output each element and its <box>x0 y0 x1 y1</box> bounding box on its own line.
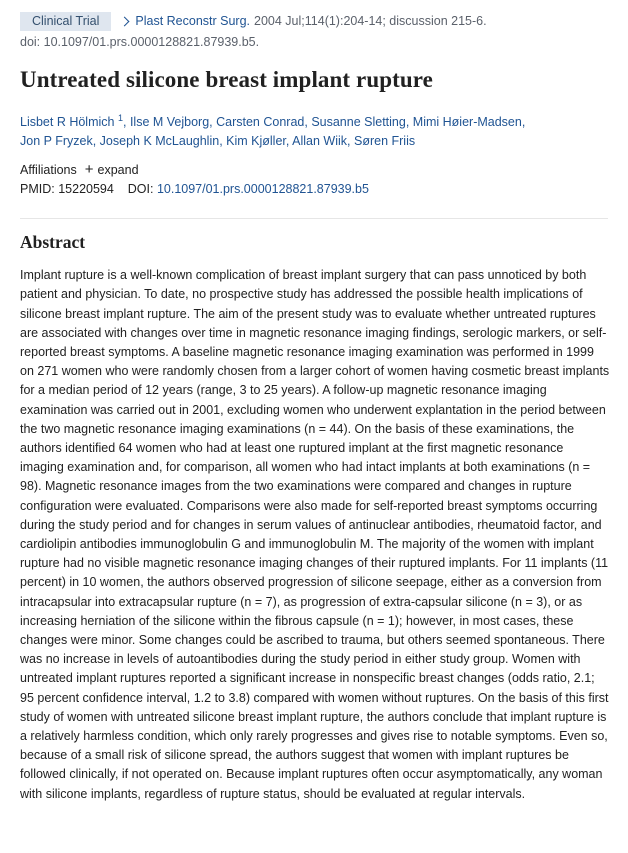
expand-button[interactable]: expand <box>97 163 139 178</box>
author-link[interactable]: Joseph K McLaughlin <box>99 134 220 149</box>
author-link[interactable]: Søren Friis <box>353 134 416 149</box>
identifiers-row <box>20 182 608 196</box>
article-title: Untreated silicone breast implant rupture <box>20 67 433 92</box>
author-link[interactable]: Jon P Fryzek <box>20 134 93 149</box>
author-link[interactable]: Allan Wiik <box>292 134 348 149</box>
affiliations-label: Affiliations <box>20 163 77 178</box>
affiliations-row <box>20 163 608 177</box>
pmid-label: PMID: <box>20 182 55 197</box>
citation-details: 2004 Jul;114(1):204-14; discussion 215-6. <box>254 14 487 28</box>
abstract-text: Implant rupture is a well-known complication of breast implant surgery that can pass unnoticed by both patient and physician. To date, no prospective study has addressed the possible health implications of silicone breast implant rupture. The aim of the present study was to evaluate whether untreated ruptures are associated with changes over time in magnetic resonance imaging findings, serologic markers, or self-reported breast symptoms. A baseline magnetic resonance imaging examination was performed in 1999 on 271 women who were randomly chosen from a larger cohort of women having cosmetic breast implants for a median period of 12 years (range, 3 to 25 years). A follow-up magnetic resonance imaging examination was carried out in 2001, excluding women who underwent explantation in the period between the two magnetic resonance imaging examinations (n = 44). On the basis of these examinations, the authors identified 64 women who had at least one ruptured implant at the first magnetic resonance imaging examination and, for comparison, all women who had intact implants at both examinations (n = 98). Magnetic resonance images from the two examinations were compared and changes in rupture configuration were evaluated. Comparisons were also made for self-reported breast symptoms occurring during the study period and for changes in serum values of antinuclear antibodies, rheumatoid factor, and cardiolipin antibodies immunoglobulin G and immunoglobulin M. The majority of the women with implant rupture had no visible magnetic resonance imaging changes of their ruptured implants. For 11 implants (11 percent) in 10 women, the authors observed progression of silicone seepage, either as a conversion from intracapsular into extracapsular rupture (n = 7), as progression of extra-capsular silicone (n = 3), or as increasing herniation of the silicone within the fibrous capsule (n = 1); however, in most cases, these changes were minor. Some changes could be ascribed to trauma, but others seemed spontaneous. There was no increase in levels of autoantibodies during the study period in either study group. Women with untreated implant ruptures reported a significant increase in nonspecific breast changes (odds ratio, 2.1; 95 percent confidence interval, 1.2 to 3.8) compared with women without ruptures. On the basis of this first study of women with untreated silicone breast implant rupture, the authors conclude that implant rupture is a relatively harmless condition, which only rarely progresses and gives rise to notable symptoms. Even so, because of a small risk of silicone spread, the authors suggest that women with implant ruptures be followed clinically, if not operated on. Because implant ruptures often occur asymptomatically, any woman with silicone implants, regardless of rupture status, should be evaluated at regular intervals. <box>20 268 610 801</box>
authors-list: Lisbet R Hölmich $^1$, Ilse M Vejborg, Carsten Conrad, Susanne Sletting, Mimi Høier-Madsen, Jon P Fryzek, Joseph K McLaughlin, Kim Kjøller, Allan Wiik, Søren Friis <box>20 113 526 149</box>
article-page <box>0 12 628 804</box>
author-link[interactable]: Carsten Conrad <box>216 115 305 130</box>
doi-label: DOI: <box>127 182 154 197</box>
chevron-right-icon <box>120 16 130 26</box>
section-divider <box>20 218 608 219</box>
publication-type-badge[interactable]: Clinical Trial <box>20 12 111 31</box>
author-link[interactable]: Mimi Høier-Madsen <box>412 115 522 130</box>
citation-row <box>20 12 608 30</box>
author-link[interactable]: Lisbet R Hölmich <box>20 115 115 130</box>
author-link[interactable]: Kim Kjøller <box>226 134 286 149</box>
doi-link[interactable]: 10.1097/01.prs.0000128821.87939.b5 <box>156 182 369 197</box>
abstract-heading: Abstract <box>20 232 86 253</box>
citation-doi: doi: 10.1097/01.prs.0000128821.87939.b5. <box>20 35 260 49</box>
author-link[interactable]: Susanne Sletting <box>311 115 406 130</box>
affiliation-number[interactable]: 1 <box>117 113 123 123</box>
plus-icon[interactable]: + <box>84 161 94 179</box>
journal-link[interactable]: Plast Reconstr Surg. <box>135 14 251 28</box>
pmid-value: 15220594 <box>58 182 114 197</box>
author-link[interactable]: Ilse M Vejborg <box>129 115 210 130</box>
